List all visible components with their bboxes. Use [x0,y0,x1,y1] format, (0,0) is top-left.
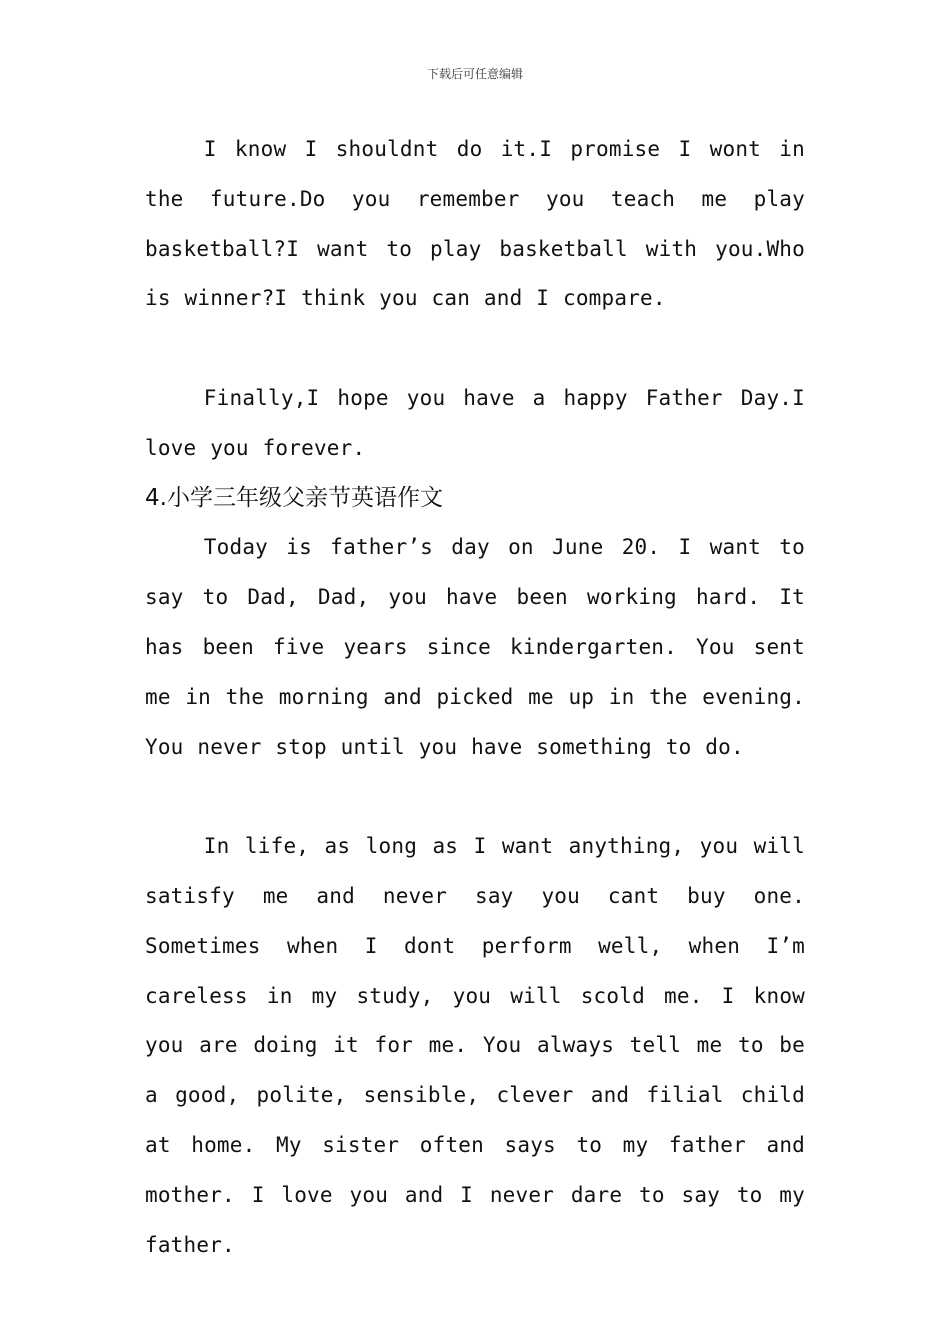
paragraph-closing: Finally,I hope you have a happy Father Day.I love you forever. [145,385,805,460]
paragraph-fathers-day: Today is father’s day on June 20. I want to say to Dad, Dad, you have been working hard. It has been five years since kindergarten. You sent me in the morning and picked me up in the evening. You never stop until you have something to do. [145,535,805,759]
page-header: 下载后可任意编辑 [426,67,523,81]
document-body [145,125,805,1270]
paragraph-promise: I know I shouldnt do it.I promise I wont in the future.Do you remember you teach me play basketball?I want to play basketball with you.Who is winner?I think you can and I compare. [145,137,805,311]
section-heading: 4.小学三年级父亲节英语作文 [145,484,443,511]
paragraph-in-life: In life, as long as I want anything, you will satisfy me and never say you cant buy one. Sometimes when I dont perform well, when I’m careless in my study, you will scold me. I know you are doing it for me. You always tell me to be a good, polite, sensible, clever and filial child at home. My sister often says to my father and mother. I love you and I never dare to say to my father. [145,834,805,1257]
